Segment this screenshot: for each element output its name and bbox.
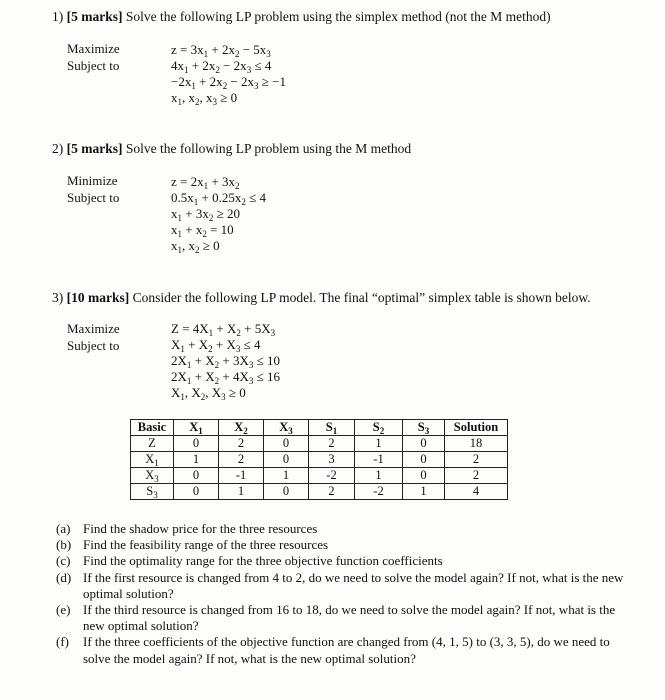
- sub-question-text: Find the optimality range for the three objective function coefficients: [83, 553, 443, 569]
- subscript: 2: [222, 81, 228, 91]
- subscript: 1: [193, 197, 199, 207]
- equation-text: ≥ 0: [225, 385, 246, 400]
- col-header-x1: [174, 420, 219, 436]
- equation-text: + X: [191, 369, 215, 384]
- col-header-x3: [264, 420, 309, 436]
- q1-instruction: Solve the following LP problem using the simplex method (not the M method): [125, 9, 551, 24]
- sub-question-tag: (f): [56, 634, 69, 650]
- q1-objective: [171, 42, 271, 58]
- subscript: 1: [180, 344, 185, 354]
- subscript: 2: [208, 213, 214, 223]
- subscript: 1: [177, 213, 182, 223]
- equation-text: 0.5x: [171, 190, 194, 205]
- equation-text: + 0.25x: [198, 190, 242, 205]
- table-cell: 2: [309, 436, 355, 452]
- q1-marks: [5 marks]: [66, 9, 123, 24]
- table-cell: 1: [264, 468, 309, 484]
- equation-text: + 2x: [188, 58, 216, 73]
- col-header-s1: [309, 420, 355, 436]
- cell-label: S: [325, 420, 333, 434]
- subscript: 3: [424, 426, 430, 436]
- sub-question-text: Find the shadow price for the three resources: [83, 521, 318, 536]
- q3-objective: [171, 321, 275, 337]
- q2-heading: [52, 141, 411, 157]
- q3-objective-label: Maximize: [67, 321, 120, 336]
- q1-number: 1): [52, 9, 64, 24]
- sub-question-tag: (d): [56, 569, 72, 585]
- table-cell: 1: [403, 484, 445, 500]
- q3-constraint-3: [171, 369, 280, 385]
- table-cell: 0: [174, 484, 219, 500]
- cell-label: X: [145, 468, 155, 482]
- equation-text: ≥ 0: [199, 238, 220, 253]
- row-basic-var: [131, 468, 174, 484]
- equation-text: − 2x: [219, 58, 247, 73]
- q1-constraint-1: [171, 58, 271, 74]
- q3-heading: [52, 290, 591, 306]
- list-item: [56, 570, 626, 602]
- equation-text: 2X: [171, 369, 187, 384]
- table-cell: -1: [355, 452, 403, 468]
- subscript: 1: [203, 49, 209, 59]
- subscript: 2: [214, 376, 220, 386]
- subscript: 2: [234, 49, 240, 59]
- subscript: 3: [246, 65, 252, 75]
- subscript: 3: [266, 49, 271, 59]
- cell-label: Basic: [137, 420, 167, 434]
- table-cell: 2: [309, 484, 355, 500]
- equation-text: 2X: [171, 353, 187, 368]
- cell-label: S: [372, 420, 380, 434]
- cell-label: X: [189, 420, 199, 434]
- subscript: 1: [184, 65, 189, 75]
- col-header-x2: [219, 420, 264, 436]
- q1-constraint-2: [171, 74, 286, 90]
- equation-text: ≤ 16: [253, 369, 280, 384]
- list-item: [56, 634, 626, 666]
- subscript: 3: [221, 392, 226, 402]
- table-cell: -2: [309, 468, 355, 484]
- subscript: 2: [234, 181, 240, 191]
- subscript: 3: [212, 97, 217, 107]
- equation-text: x: [171, 206, 178, 221]
- table-cell: 4: [445, 484, 508, 500]
- cell-label: X: [279, 420, 289, 434]
- q3-constraint-label: Subject to: [67, 338, 120, 353]
- subscript: 2: [379, 426, 385, 436]
- table-cell: 0: [174, 468, 219, 484]
- table-cell: 1: [355, 436, 403, 452]
- subscript: 3: [154, 474, 159, 484]
- sub-question-text: Find the feasibility range of the three resources: [83, 537, 329, 553]
- q3-nonnegativity: [171, 385, 246, 401]
- table-row: [131, 436, 508, 452]
- equation-text: X: [171, 337, 181, 352]
- equation-text: + X: [191, 353, 215, 368]
- sub-question-tag: (b): [56, 537, 72, 553]
- equation-text: + 5X: [240, 321, 271, 336]
- sub-question-text: If the first resource is changed from 4 to 2, do we need to solve the model again? If not, what is the new optimal solution?: [83, 569, 624, 601]
- equation-text: ≤ 10: [253, 353, 280, 368]
- equation-text: x: [171, 222, 178, 237]
- equation-text: + 3x: [182, 206, 209, 221]
- table-cell: 0: [403, 468, 445, 484]
- table-cell: -2: [355, 484, 403, 500]
- subscript: 1: [198, 426, 203, 436]
- q3-number: 3): [52, 290, 64, 305]
- subscript: 1: [154, 458, 159, 468]
- sub-question-list: [56, 521, 626, 667]
- q2-constraint-label: Subject to: [67, 190, 120, 205]
- subscript: 3: [153, 490, 158, 500]
- sub-question-tag: (c): [56, 553, 71, 569]
- subscript: 3: [235, 344, 241, 354]
- equation-text: + x: [182, 222, 203, 237]
- subscript: 1: [177, 229, 182, 239]
- col-header-solution: [445, 420, 508, 436]
- table-cell: 2: [445, 452, 508, 468]
- subscript: 2: [202, 229, 207, 239]
- col-header-s2: [355, 420, 403, 436]
- q1-nonnegativity: [171, 90, 237, 106]
- table-row: [131, 484, 508, 500]
- list-item: [56, 553, 626, 569]
- row-basic-var: [131, 452, 174, 468]
- subscript: 1: [186, 360, 192, 370]
- sub-question-text: If the third resource is changed from 16 to 18, do we need to solve the model again? If not, what is the new optimal solution?: [83, 602, 616, 634]
- equation-text: 4x: [171, 58, 184, 73]
- q1-heading: [52, 9, 551, 25]
- table-cell: 2: [445, 468, 508, 484]
- equation-text: + X: [213, 321, 237, 336]
- col-header-basic: [131, 420, 174, 436]
- equation-text: + 4X: [219, 369, 249, 384]
- cell-label: Z: [148, 436, 156, 450]
- subscript: 2: [208, 344, 213, 354]
- equation-text: + 3X: [219, 353, 249, 368]
- equation-text: −2x: [171, 74, 192, 89]
- subscript: 2: [236, 328, 241, 338]
- table-cell: 0: [264, 452, 309, 468]
- cell-label: S: [146, 484, 154, 498]
- subscript: 1: [203, 181, 209, 191]
- equation-text: X: [171, 385, 181, 400]
- optimal-simplex-table: [130, 419, 508, 500]
- q2-constraint-3: [171, 222, 234, 238]
- equation-text: , X: [205, 385, 222, 400]
- table-row: [131, 452, 508, 468]
- equation-text: Z = 4X: [171, 321, 209, 336]
- equation-text: + X: [212, 337, 236, 352]
- q2-instruction: Solve the following LP problem using the M method: [125, 141, 412, 156]
- equation-text: ≥ 0: [217, 90, 238, 105]
- equation-text: − 2x: [227, 74, 255, 89]
- equation-text: , x: [182, 238, 195, 253]
- subscript: 3: [248, 376, 254, 386]
- row-basic-var: [131, 436, 174, 452]
- table-cell: 0: [403, 436, 445, 452]
- subscript: 2: [195, 97, 200, 107]
- table-cell: 2: [219, 436, 264, 452]
- list-item: [56, 602, 626, 634]
- equation-text: = 10: [206, 222, 234, 237]
- equation-text: ≤ 4: [251, 58, 272, 73]
- q3-marks: [10 marks]: [66, 290, 130, 305]
- q1-constraint-label: Subject to: [67, 58, 120, 73]
- subscript: 2: [214, 360, 220, 370]
- q2-marks: [5 marks]: [66, 141, 123, 156]
- q2-objective: [171, 174, 239, 190]
- cell-label: X: [234, 420, 244, 434]
- table-cell: 0: [403, 452, 445, 468]
- subscript: 3: [270, 328, 276, 338]
- table-cell: 1: [355, 468, 403, 484]
- table-cell: 1: [174, 452, 219, 468]
- equation-text: , x: [199, 90, 213, 105]
- q2-constraint-2: [171, 206, 240, 222]
- q3-instruction: Consider the following LP model. The final “optimal” simplex table is shown below.: [132, 290, 591, 305]
- equation-text: ≥ 20: [213, 206, 240, 221]
- subscript: 1: [177, 97, 182, 107]
- table-cell: 0: [174, 436, 219, 452]
- q2-number: 2): [52, 141, 64, 156]
- subscript: 3: [288, 426, 293, 436]
- table-cell: 3: [309, 452, 355, 468]
- subscript: 2: [215, 65, 220, 75]
- subscript: 1: [332, 426, 338, 436]
- equation-text: , X: [184, 385, 201, 400]
- equation-text: , x: [182, 90, 195, 105]
- equation-text: + X: [184, 337, 209, 352]
- cell-label: S: [417, 420, 425, 434]
- equation-text: z = 3x: [171, 42, 204, 57]
- q3-constraint-1: [171, 337, 261, 353]
- table-row: [131, 468, 508, 484]
- subscript: 3: [254, 81, 259, 91]
- q2-constraint-1: [171, 190, 266, 206]
- q2-objective-label: Minimize: [67, 173, 118, 188]
- sub-question-tag: (a): [56, 521, 71, 536]
- equation-text: + 3x: [208, 174, 235, 189]
- equation-text: x: [171, 90, 178, 105]
- equation-text: − 5x: [239, 42, 267, 57]
- subscript: 1: [208, 328, 214, 338]
- equation-text: + 2x: [208, 42, 235, 57]
- equation-text: ≥ −1: [258, 74, 286, 89]
- table-cell: 0: [264, 436, 309, 452]
- q1-objective-label: Maximize: [67, 41, 120, 56]
- table-cell: 0: [264, 484, 309, 500]
- subscript: 1: [180, 392, 185, 402]
- table-cell: -1: [219, 468, 264, 484]
- sub-question-text: If the three coefficients of the objective function are changed from (4, 1, 5) to (3, 3, 5), do we need to solve the model again? If not, what is the new optimal solution?: [83, 634, 610, 666]
- q3-constraint-2: [171, 353, 280, 369]
- subscript: 2: [243, 426, 248, 436]
- equation-text: z = 2x: [171, 174, 204, 189]
- equation-text: x: [171, 238, 178, 253]
- equation-text: ≤ 4: [240, 337, 261, 352]
- subscript: 1: [186, 376, 192, 386]
- col-header-s3: [403, 420, 445, 436]
- subscript: 1: [191, 81, 196, 91]
- equation-text: + 2x: [195, 74, 223, 89]
- subscript: 2: [195, 245, 200, 255]
- list-item: [56, 537, 626, 553]
- table-cell: 1: [219, 484, 264, 500]
- subscript: 1: [177, 245, 182, 255]
- row-basic-var: [131, 484, 174, 500]
- table-header-row: [131, 420, 508, 436]
- cell-label: X: [145, 452, 155, 466]
- subscript: 2: [241, 197, 246, 207]
- subscript: 3: [248, 360, 254, 370]
- table-cell: 2: [219, 452, 264, 468]
- q2-nonnegativity: [171, 238, 220, 254]
- list-item: [56, 521, 626, 537]
- cell-label: Solution: [453, 420, 499, 434]
- subscript: 2: [200, 392, 206, 402]
- table-cell: 18: [445, 436, 508, 452]
- sub-question-tag: (e): [56, 602, 71, 618]
- equation-text: ≤ 4: [245, 190, 266, 205]
